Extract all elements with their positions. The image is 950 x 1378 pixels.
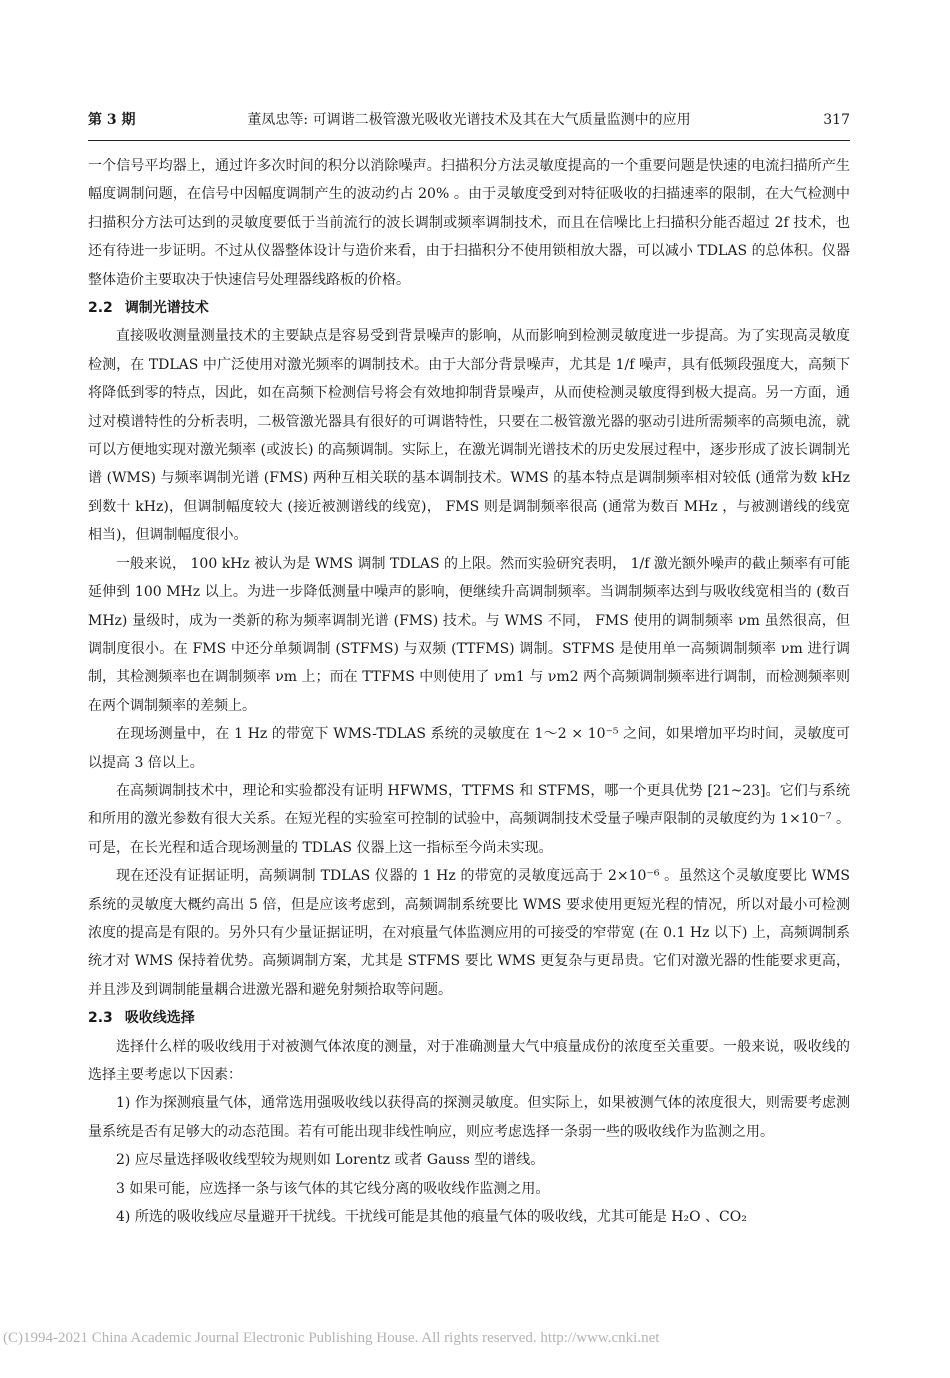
section-number: 2.2 (88, 300, 113, 317)
section-number: 2.3 (88, 1010, 113, 1027)
section-title: 调制光谱技术 (124, 300, 209, 317)
paragraph-field-sensitivity: 在现场测量中，在 1 Hz 的带宽下 WMS-TDLAS 系统的灵敏度在 1～2 × 10⁻⁵ 之间，如果增加平均时间，灵敏度可以提高 3 倍以上。 (88, 726, 850, 771)
section-heading-2-2 (88, 294, 850, 322)
paragraph-fms: 一般来说， 100 kHz 被认为是 WMS 调制 TDLAS 的上限。然而实验研究表明， 1/f 激光额外噪声的截止频率有可能延伸到 100 MHz 以上。为进一步降低测量中噪声的影响，便继续升高调制频率。当调制频率达到与吸收线宽相当的 (数百 MHz) 量级时，成为一类新的称为频率调制光谱 (FMS) 技术。与 WMS 不同， FMS 使用的调制频率 νm 虽然很高，但调制度很小。在 FMS 中还分单频调制 (STFMS) 与双频 (TTFMS) 调制。STFMS 是使用单一高频调制频率 νm 进行调制，其检测频率也在调制频率 νm 上；而在 TTFMS 中则使用了 νm1 与 νm2 两个高频调制频率进行调制，而检测频率则在两个调制频率的差频上。 (88, 555, 850, 714)
list-item-1: 1) 作为探测痕量气体，通常选用强吸收线以获得高的探测灵敏度。但实际上，如果被测气体的浓度很大，则需要考虑测量系统是否有足够大的动态范围。若有可能出现非线性响应，则应考虑选择一条弱一些的吸收线作为监测之用。 (88, 1095, 850, 1140)
paragraph-scan-integration: 一个信号平均器上，通过许多次时间的积分以消除噪声。扫描积分方法灵敏度提高的一个重要问题是快速的电流扫描所产生幅度调制问题，在信号中因幅度调制产生的波动约占 20% 。由于灵敏度受到对特征吸收的扫描速率的限制，在大气检测中扫描积分方法可达到的灵敏度要低于当前流行的波长调制或频率调制技术，而且在信噪比上扫描积分能否超过 2f 技术，也还有待进一步证明。不过从仪器整体设计与造价来看，由于扫描积分不使用锁相放大器，可以减小 TDLAS 的总体积。仪器整体造价主要取决于快速信号处理器线路板的价格。 (88, 158, 850, 288)
list-item-2: 2) 应尽量选择吸收线型较为规则如 Lorentz 或者 Gauss 型的谱线。 (116, 1152, 545, 1169)
paragraph-modulation-intro: 直接吸收测量测量技术的主要缺点是容易受到背景噪声的影响，从而影响到检测灵敏度进一步提高。为了实现高灵敏度检测，在 TDLAS 中广泛使用对激光频率的调制技术。由于大部分背景噪声，尤其是 1/f 噪声，具有低频段强度大，高频下将降低到零的特点，因此，如在高频下检测信号将会有效地抑制背景噪声，从而使检测灵敏度得到极大提高。另一方面，通过对模谱特性的分析表明，二极管激光器具有很好的可调谐特性，只要在二极管激光器的驱动引进所需频率的高频电流，就可以方便地实现对激光频率 (或波长) 的高频调制。实际上，在激光调制光谱技术的历史发展过程中，逐步形成了波长调制光谱 (WMS) 与频率调制光谱 (FMS) 两种互相关联的基本调制技术。WMS 的基本特点是调制频率相对较低 (通常为数 kHz 到数十 kHz)，但调制幅度较大 (接近被测谱线的线宽)， FMS 则是调制频率很高 (通常为数百 MHz ，与被测谱线的线宽相当)，但调制幅度很小。 (88, 328, 850, 544)
list-item-4: 4) 所选的吸收线应尽量避开干扰线。干扰线可能是其他的痕量气体的吸收线，尤其可能是 H₂O 、CO₂ (116, 1209, 747, 1226)
section-title: 吸收线选择 (124, 1010, 195, 1027)
paragraph-high-freq: 在高频调制技术中，理论和实验都没有证明 HFWMS，TTFMS 和 STFMS，哪一个更具优势 [21~23]。它们与系统和所用的激光参数有很大关系。在短光程的实验室可控制的试验中，高频调制技术受量子噪声限制的灵敏度约为 1×10⁻⁷ 。可是，在长光程和适合现场测量的 TDLAS 仪器上这一指标至今尚未实现。 (88, 782, 850, 856)
paragraph-evidence: 现在还没有证据证明，高频调制 TDLAS 仪器的 1 Hz 的带宽的灵敏度远高于 2×10⁻⁶ 。虽然这个灵敏度要比 WMS 系统的灵敏度大概约高出 5 倍，但是应该考虑到，高频调制系统要比 WMS 要求使用更短光程的情况，所以对最小可检测浓度的提高是有限的。另外只有少量证据证明，在对痕量气体监测应用的可接受的窄带宽 (在 0.1 Hz 以下) 上，高频调制系统才对 WMS 保持着优势。高频调制方案，尤其是 STFMS 要比 WMS 更复杂与更昂贵。它们对激光器的性能要求更高，并且涉及到调制能量耦合进激光器和避免射频拾取等问题。 (88, 868, 850, 998)
copyright-footer: (C)1994-2021 China Academic Journal Electronic Publishing House. All rights reserved. http://www.cnki.net (3, 1330, 660, 1346)
page-number: 317 (823, 112, 850, 128)
header-rule (88, 140, 850, 141)
article-body (88, 152, 850, 1231)
paragraph-line-selection: 选择什么样的吸收线用于对被测气体浓度的测量，对于准确测量大气中痕量成份的浓度至关重要。一般来说，吸收线的选择主要考虑以下因素： (88, 1038, 850, 1083)
issue-label: 第 3 期 (88, 112, 136, 128)
page-header (88, 108, 850, 132)
list-item-3: 3 如果可能，应选择一条与该气体的其它线分离的吸收线作监测之用。 (116, 1180, 550, 1197)
section-heading-2-3 (88, 1004, 850, 1032)
running-title: 董凤忠等: 可调谐二极管激光吸收光谱技术及其在大气质量监测中的应用 (247, 112, 691, 128)
